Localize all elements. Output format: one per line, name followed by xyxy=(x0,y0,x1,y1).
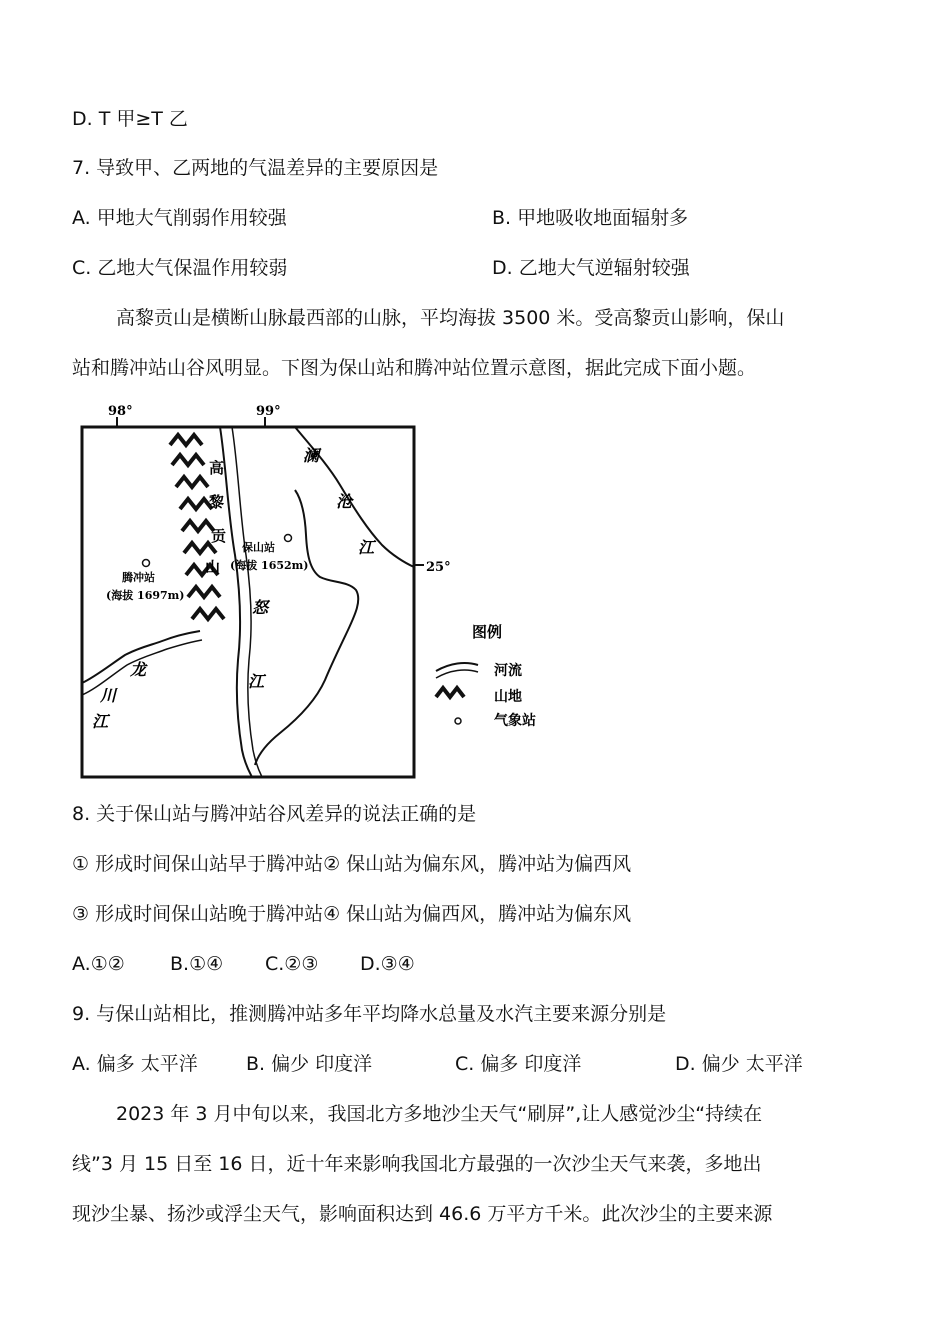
mountain-char-3: 贡 xyxy=(211,527,227,545)
lon-99-label: 99° xyxy=(256,404,281,419)
legend-station-icon xyxy=(455,718,461,724)
q8-line1: ① 形成时间保山站早于腾冲站② 保山站为偏东风，腾冲站为偏西风 xyxy=(72,853,632,875)
q8-option-b: B.①④ xyxy=(170,953,224,975)
passage2-line2: 线”3 月 15 日至 16 日，近十年来影响我国北方最强的一次沙尘天气来袭，多地出 xyxy=(72,1153,762,1175)
longchuan-char-1: 龙 xyxy=(130,660,147,679)
lon-98-label: 98° xyxy=(108,404,133,419)
q7-option-b: B. 甲地吸收地面辐射多 xyxy=(492,207,689,229)
nujiang-char-1: 怒 xyxy=(252,598,269,617)
q8-stem: 8. 关于保山站与腾冲站谷风差异的说法正确的是 xyxy=(72,803,477,825)
passage2-line3: 现沙尘暴、扬沙或浮尘天气，影响面积达到 46.6 万平方千米。此次沙尘的主要来源 xyxy=(72,1203,773,1225)
q7-option-a: A. 甲地大气削弱作用较强 xyxy=(72,207,287,229)
longchuan-char-3: 江 xyxy=(92,712,109,731)
q7-option-d: D. 乙地大气逆辐射较强 xyxy=(492,257,690,279)
nujiang-char-2: 江 xyxy=(248,672,265,691)
baoshan-station-marker xyxy=(285,535,292,542)
tengchong-station-altitude: (海拔 1697m) xyxy=(106,589,185,602)
q8-line2: ③ 形成时间保山站晚于腾冲站④ 保山站为偏西风，腾冲站为偏东风 xyxy=(72,903,632,925)
basin-boundary xyxy=(255,490,358,765)
tengchong-station-name: 腾冲站 xyxy=(122,571,155,584)
passage1-line2: 站和腾冲站山谷风明显。下图为保山站和腾冲站位置示意图，据此完成下面小题。 xyxy=(72,357,757,379)
legend-station-label: 气象站 xyxy=(494,713,536,729)
nujiang-river-west xyxy=(220,427,252,777)
longchuan-char-2: 川 xyxy=(100,686,117,705)
tengchong-station-marker xyxy=(143,560,150,567)
baoshan-station-altitude: (海拔 1652m) xyxy=(230,559,309,572)
lat-25-label: 25° xyxy=(426,560,451,575)
legend-mountain-icon xyxy=(436,688,464,697)
q9-option-a: A. 偏多 太平洋 xyxy=(72,1053,198,1075)
legend-river-label: 河流 xyxy=(494,663,522,679)
lancang-char-2: 沧 xyxy=(336,492,353,511)
legend-mountain-label: 山地 xyxy=(494,689,522,705)
legend-title: 图例 xyxy=(472,623,503,641)
mountain-char-4: 山 xyxy=(205,558,221,576)
q9-option-d: D. 偏少 太平洋 xyxy=(675,1053,803,1075)
lancang-char-1: 澜 xyxy=(303,446,320,465)
q8-option-a: A.①② xyxy=(72,953,125,975)
mountain-char-2: 黎 xyxy=(209,493,225,511)
lancang-char-3: 江 xyxy=(358,538,375,557)
map-frame xyxy=(82,427,414,777)
q6-option-d: D. T 甲≥T 乙 xyxy=(72,108,188,130)
q7-option-c: C. 乙地大气保温作用较弱 xyxy=(72,257,288,279)
passage2-line1: 2023 年 3 月中旬以来，我国北方多地沙尘天气“刷屏”,让人感觉沙尘“持续在 xyxy=(116,1103,763,1125)
q8-option-c: C.②③ xyxy=(265,953,319,975)
q7-stem: 7. 导致甲、乙两地的气温差异的主要原因是 xyxy=(72,157,439,179)
station-location-map xyxy=(70,395,560,787)
baoshan-station-name: 保山站 xyxy=(242,541,275,554)
q9-option-c: C. 偏多 印度洋 xyxy=(455,1053,582,1075)
q8-option-d: D.③④ xyxy=(360,953,415,975)
passage1-line1: 高黎贡山是横断山脉最西部的山脉，平均海拔 3500 米。受高黎贡山影响，保山 xyxy=(116,307,785,329)
mountain-char-1: 高 xyxy=(209,459,225,477)
q9-stem: 9. 与保山站相比，推测腾冲站多年平均降水总量及水汽主要来源分别是 xyxy=(72,1003,667,1025)
q9-option-b: B. 偏少 印度洋 xyxy=(246,1053,373,1075)
